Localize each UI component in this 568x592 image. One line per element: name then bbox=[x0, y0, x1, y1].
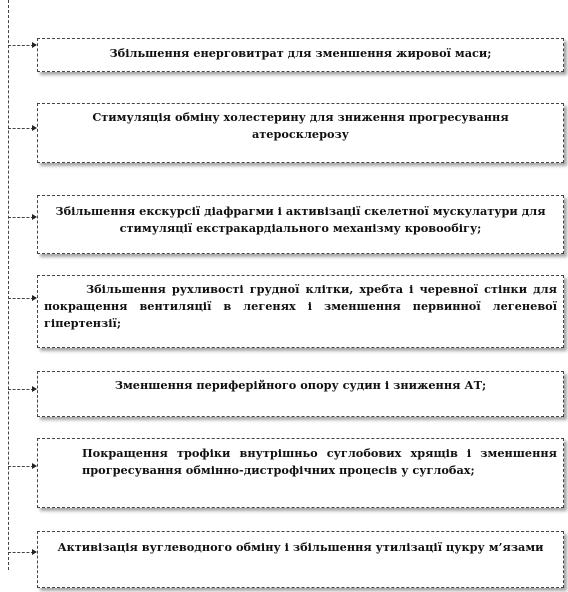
effect-text-3: Збільшення екскурсії діафрагми і активізації скелетної мускулатури для стимуляції екстракардіального механізму кровообігу; bbox=[55, 204, 546, 235]
effect-box-2 bbox=[37, 103, 564, 163]
effect-text-7: Активізація вуглеводного обміну і збільшення утилізації цукру м’язами bbox=[57, 540, 544, 554]
effect-box-7 bbox=[37, 531, 564, 588]
effect-text-2: Стимуляція обміну холестерину для зниження прогресування атеросклерозу bbox=[92, 110, 509, 141]
effect-box-5 bbox=[37, 371, 564, 417]
effect-text-5: Зменшення периферійного опору судин і зниження АТ; bbox=[114, 378, 487, 392]
effect-text-4: Збільшення рухливості грудної клітки, хребта і черевної стінки для покращення вентиляції в легенях і зменшення первинної легеневої гіпертензії; bbox=[44, 282, 557, 330]
effect-box-4 bbox=[37, 275, 564, 348]
effect-box-1 bbox=[37, 38, 564, 72]
connector-6 bbox=[8, 466, 34, 467]
connector-1 bbox=[8, 45, 34, 46]
connector-5 bbox=[8, 389, 34, 390]
vertical-connector-line bbox=[8, 0, 9, 570]
effect-box-6 bbox=[37, 438, 564, 508]
effect-text-1: Збільшення енерговитрат для зменшення жирової маси; bbox=[109, 46, 492, 60]
effect-box-3 bbox=[37, 195, 564, 254]
effect-text-6: Покращення трофіки внутрішньо суглобових хрящів і зменшення прогресування обмінно-дистрофічних процесів у суглобах; bbox=[82, 446, 557, 477]
connector-7 bbox=[8, 552, 34, 553]
connector-3 bbox=[8, 217, 34, 218]
connector-2 bbox=[8, 128, 34, 129]
connector-4 bbox=[8, 298, 34, 299]
